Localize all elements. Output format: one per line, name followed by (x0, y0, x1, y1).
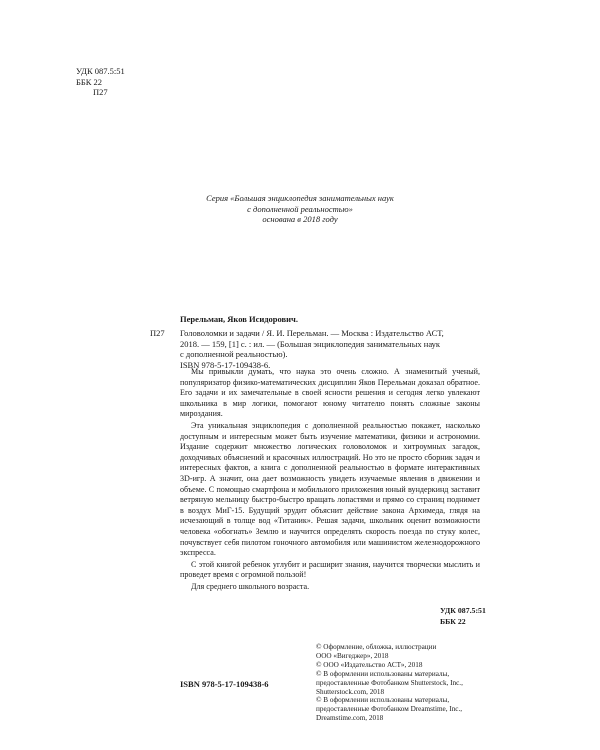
series-line-1: Серия «Большая энциклопедия занимательных наук (206, 193, 394, 203)
author-mark-top: П27 (93, 87, 108, 97)
bbk-code-bottom: ББК 22 (440, 617, 466, 626)
copyright-line: Shutterstock.com, 2018 (316, 687, 385, 696)
abstract-paragraph-2: Эта уникальная энциклопедия с дополненной реальностью покажет, насколько доступным и интересным может быть изучение математики, физики и астрономии. Издание содержит множество логических головоломок и хитроумных загадок, доходчивых объяснений и красочных иллюстраций. Но это не просто сборник задач и интересных фактов, а книга с дополненной реальностью в формате интерактивных 3D-игр. А значит, она дает возможность увидеть изучаемые явления в движении и объеме. С помощью смартфона и мобильного приложения юный вундеркинд заставит ветряную мельницу быстро-быстро вращать лопастями и прямо со страниц поднимет в воздух МиГ-15. Будущий эрудит объяснит действие закона Архимеда, глядя на исчезающий в толще вод «Титаник». Решая задачи, школьник оценит возможности человека «обогнать» Землю и научится определять скорость поезда по стуку колес, почувствует себя пилотом гоночного автомобиля или машинистом железнодорожного экспресса. (180, 420, 480, 558)
author-heading: Перельман, Яков Исидорович. (180, 314, 298, 324)
top-classification-codes (76, 66, 125, 98)
series-note (150, 193, 450, 225)
series-line-2: с дополненной реальностью» (247, 203, 353, 214)
isbn: ISBN 978-5-17-109438-6 (180, 679, 269, 689)
bib-line-3: с дополненной реальностью). (180, 349, 288, 360)
copyright-line: © В оформлении использованы материалы, (316, 696, 450, 705)
copyright-line: Dreamstime.com, 2018 (316, 714, 384, 723)
copyright-block (316, 643, 486, 723)
bib-line-4: ISBN 978-5-17-109438-6. (180, 359, 271, 370)
copyright-line: © ООО «Издательство АСТ», 2018 (316, 660, 423, 669)
abstract-paragraph-3: С этой книгой ребенок углубит и расширит знания, научится творчески мыслить и проведет время с огромной пользой! (180, 559, 480, 580)
udk-code-bottom: УДК 087.5:51 (440, 606, 486, 615)
series-line-3: основана в 2018 году (262, 214, 338, 224)
copyright-line: ООО «Вигеджер», 2018 (316, 651, 389, 660)
abstract-paragraph-4: Для среднего школьного возраста. (191, 581, 310, 591)
bbk-code-top: ББК 22 (76, 76, 103, 87)
abstract-paragraph-1: Мы привыкли думать, что наука это очень сложно. А знаменитый ученый, популяризатор физико-математических дисциплин Яков Перельман доказал обратное. Его задачи и их замечательные в своей ясности решения и сегодня легко увлекают школьника в мир логики, помогают юному читателю понять сложные законы мироздания. (180, 367, 480, 419)
copyright-line: © Оформление, обложка, иллюстрации (316, 643, 437, 651)
copyright-line: предоставленные Фотобанком Dreamstime, Inc., (316, 705, 463, 714)
bibliographic-record (180, 328, 480, 370)
copyright-line: © В оформлении использованы материалы, (316, 669, 450, 678)
bib-line-1: Головоломки и задачи / Я. И. Перельман. — Москва : Издательство АСТ, (180, 328, 444, 338)
bib-line-2: 2018. — 159, [1] с. : ил. — (Большая энциклопедия занимательных наук (180, 338, 441, 349)
udk-code-top: УДК 087.5:51 (76, 66, 125, 76)
bottom-classification-codes (440, 605, 486, 627)
author-mark-side: П27 (150, 328, 165, 338)
copyright-line: предоставленные Фотобанком Shutterstock, Inc., (316, 678, 463, 687)
abstract (180, 367, 480, 593)
